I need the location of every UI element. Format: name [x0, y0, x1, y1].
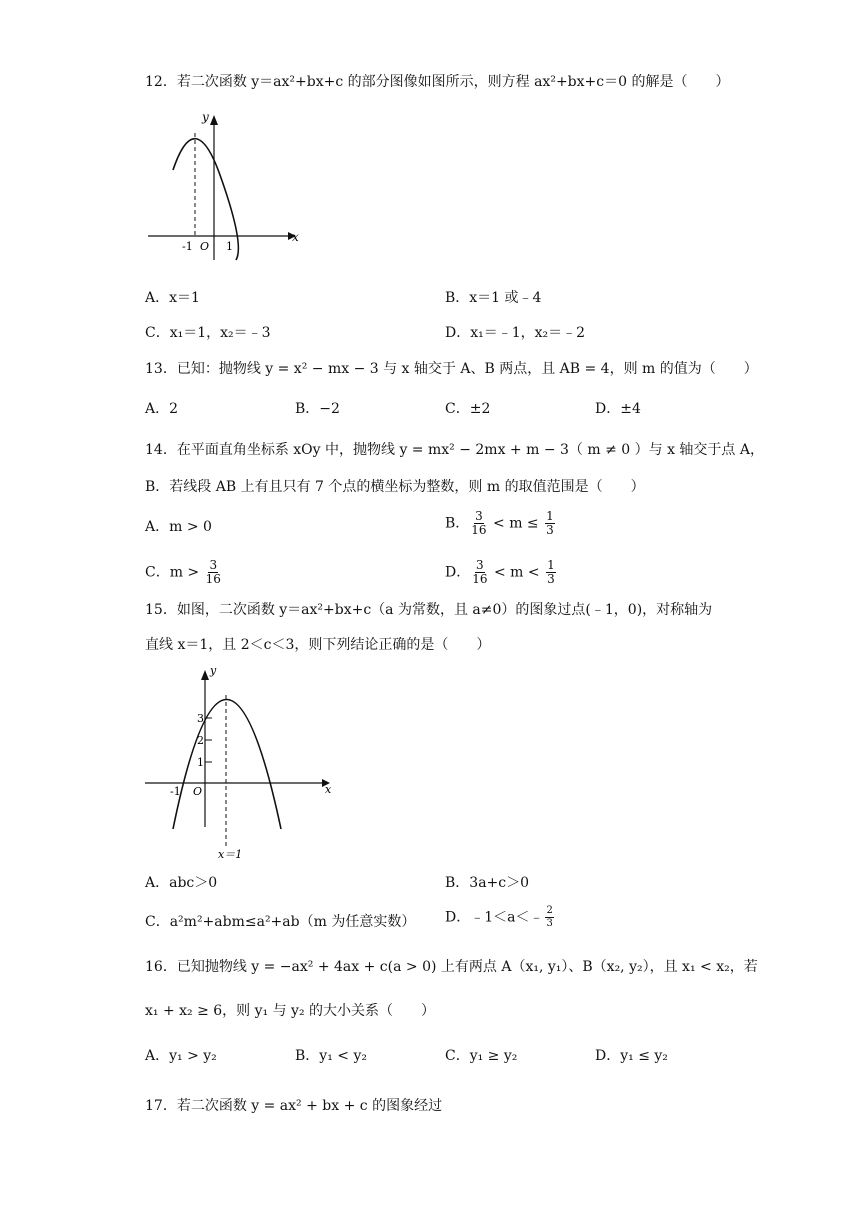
q15-tick-1: 1 [197, 756, 204, 769]
q15-tick-neg1: -1 [170, 785, 181, 798]
q14-option-d-mid: < m < [489, 564, 545, 581]
q15-stem-line1: 15．如图，二次函数 y＝ax²+bx+c（a 为常数，且 a≠0）的图象过点(﹣1，0)，对称轴为 [145, 602, 713, 618]
q15-option-d-prefix: D．﹣1＜a＜﹣ [445, 909, 544, 926]
q12-graph [140, 105, 310, 265]
q14-option-b-frac1: $\frac{3}{16}$ [471, 509, 487, 537]
q13-option-c: C．±2 [445, 401, 491, 417]
q15-tick-2: 2 [197, 734, 204, 747]
q15-graph [140, 662, 340, 862]
q14-option-d-frac2: $\frac{1}{3}$ [547, 558, 555, 586]
q14-option-c-frac: $\frac{3}{16}$ [205, 558, 221, 586]
q15-x-label: x [325, 783, 332, 796]
q14-stem-line1: 14．在平面直角坐标系 xOy 中，抛物线 y = mx² − 2mx + m − 3（ m ≠ 0 ）与 x 轴交于点 A， [145, 442, 764, 458]
q14-option-c [145, 559, 223, 586]
q16-stem-line1: 16．已知抛物线 y = −ax² + 4ax + c(a > 0) 上有两点 A（x₁, y₁）、B（x₂, y₂），且 x₁ < x₂，若 [145, 959, 758, 975]
q15-option-a: A．abc＞0 [145, 875, 218, 891]
q15-option-b: B．3a+c＞0 [445, 875, 530, 891]
q13-option-d: D．±4 [595, 401, 641, 417]
q14-option-b-frac2: $\frac{1}{3}$ [546, 509, 554, 537]
q15-option-d [445, 905, 556, 930]
q12-y-label: y [202, 110, 209, 124]
q14-option-c-prefix: C．m > [145, 564, 204, 581]
q13-stem: 13．已知：抛物线 y = x² − mx − 3 与 x 轴交于 A、B 两点，且 AB = 4，则 m 的值为（ ） [145, 361, 758, 377]
q14-option-d [445, 559, 558, 586]
q15-origin: O [193, 785, 203, 798]
q12-tick-neg1: -1 [182, 240, 193, 253]
q13-option-a: A．2 [145, 401, 179, 417]
q15-stem-line2: 直线 x＝1，且 2＜c＜3，则下列结论正确的是（ ） [145, 637, 491, 653]
q16-option-b: B．y₁ < y₂ [295, 1048, 367, 1064]
q14-option-b [445, 510, 557, 537]
q12-x-label: x [292, 230, 299, 244]
q16-option-a: A．y₁ > y₂ [145, 1048, 217, 1064]
q12-tick-1: 1 [226, 240, 233, 253]
q14-option-b-prefix: B． [445, 515, 470, 532]
q16-stem-line2: x₁ + x₂ ≥ 6，则 y₁ 与 y₂ 的大小关系（ ） [145, 1003, 436, 1019]
q15-option-c: C．a²m²+abm≤a²+ab（m 为任意实数） [145, 914, 416, 930]
q12-option-b: B．x＝1 或﹣4 [445, 290, 542, 306]
q12-stem: 12．若二次函数 y＝ax²+bx+c 的部分图像如图所示，则方程 ax²+bx+c＝0 的解是（ ） [145, 74, 730, 90]
q12-origin: O [200, 240, 210, 253]
q15-option-d-frac: $\frac{2}{3}$ [546, 905, 553, 929]
q12-option-a: A．x＝1 [145, 290, 200, 306]
q14-option-d-frac1: $\frac{3}{16}$ [472, 558, 488, 586]
q14-stem-line2: B．若线段 AB 上有且只有 7 个点的横坐标为整数，则 m 的取值范围是（ ） [145, 479, 645, 495]
q14-option-b-mid: < m ≤ [488, 515, 544, 532]
q12-option-c: C．x₁＝1，x₂＝﹣3 [145, 325, 271, 341]
q16-option-c: C．y₁ ≥ y₂ [445, 1048, 518, 1064]
q14-option-a: A．m > 0 [145, 519, 212, 535]
q15-tick-3: 3 [197, 712, 204, 725]
q17-stem: 17．若二次函数 y = ax² + bx + c 的图象经过 [145, 1098, 443, 1114]
q12-option-d: D．x₁＝﹣1，x₂＝﹣2 [445, 325, 586, 341]
q16-option-d: D．y₁ ≤ y₂ [595, 1048, 668, 1064]
q14-option-d-prefix: D． [445, 564, 471, 581]
q13-option-b: B．−2 [295, 401, 340, 417]
q15-axis-label: x＝1 [218, 848, 243, 861]
q15-y-label: y [210, 664, 217, 677]
